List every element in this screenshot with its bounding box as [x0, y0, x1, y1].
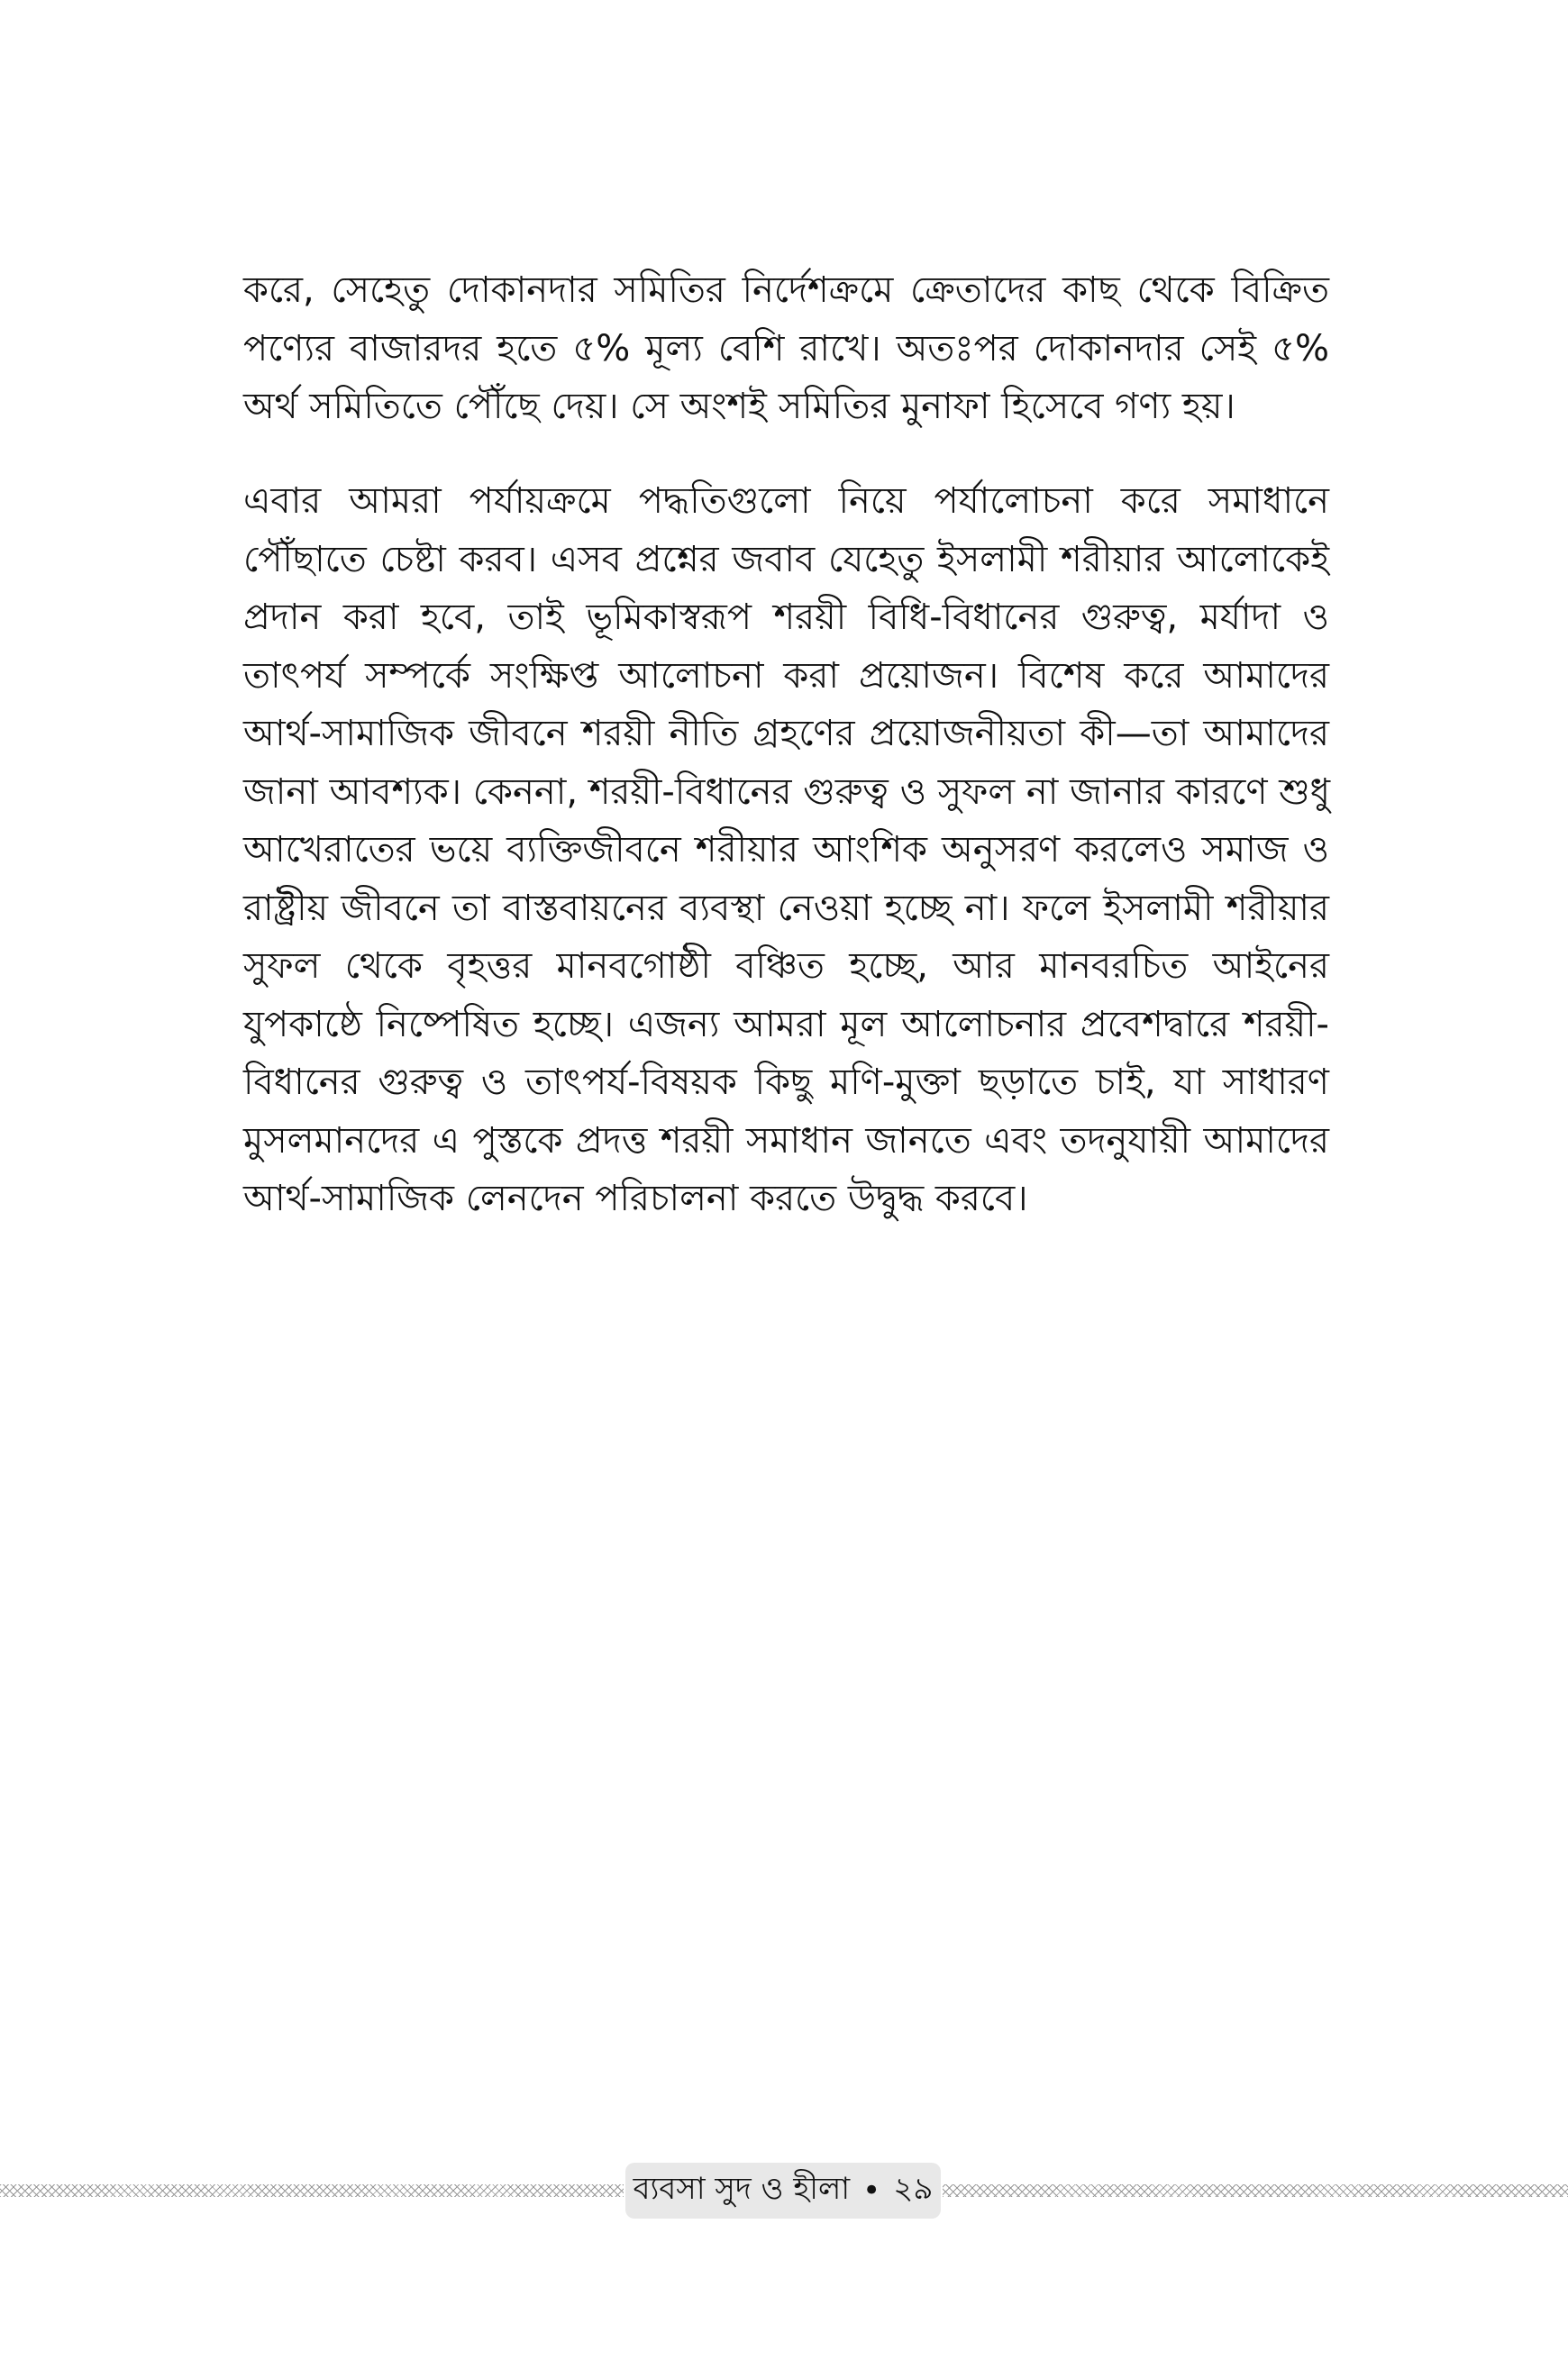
- text-line: আর্থ-সামাজিক জীবনে শরয়ী নীতি গ্রহণের প্রয়োজনীয়তা কী—তা আমাদের: [243, 713, 1329, 754]
- book-title: ব্যবসা সুদ ও হীলা: [633, 2170, 851, 2207]
- text-line: করে, সেহেতু দোকানদার সমিতির নির্দেশক্রমে ক্রেতাদের কাছ থেকে বিক্রিত: [243, 269, 1329, 311]
- text-line: সুফল থেকে বৃহত্তর মানবগোষ্ঠী বঞ্চিত হচ্ছে, আর মানবরচিত আইনের: [243, 945, 1329, 987]
- text-line: অর্থ সমিতিতে পৌঁছে দেয়। সে অংশই সমিতির মুনাফা হিসেবে গণ্য হয়।: [243, 386, 1235, 427]
- text-line: তাৎপর্য সম্পর্কে সংক্ষিপ্ত আলোচনা করা প্রয়োজন। বিশেষ করে আমাদের: [243, 654, 1329, 697]
- page-footer: [625, 2163, 941, 2219]
- text-line: পৌঁছাতে চেষ্টা করব। এসব প্রশ্নের জবাব যেহেতু ইসলামী শরীয়ার আলোকেই: [243, 538, 1329, 580]
- text-line: আখেরাতের ভয়ে ব্যক্তিজীবনে শরীয়ার আংশিক অনুসরণ করলেও সমাজ ও: [243, 829, 1329, 870]
- text-line: মুসলমানদের এ পুস্তকে প্রদত্ত শরয়ী সমাধান জানতে এবং তদনুযায়ী আমাদের: [243, 1119, 1329, 1162]
- footer-decorative-rule-right: [943, 2184, 1568, 2197]
- footer-separator: •: [862, 2173, 881, 2209]
- text-line: প্রদান করা হবে, তাই ভূমিকাস্বরূপ শরয়ী বিধি-বিধানের গুরুত্ব, মর্যাদা ও: [243, 597, 1329, 638]
- text-line: রাষ্ট্রীয় জীবনে তা বাস্তবায়নের ব্যবস্থা নেওয়া হচ্ছে না। ফলে ইসলামী শরীয়ার: [243, 887, 1329, 929]
- text-line: পণ্যের বাজারদর হতে ৫% মূল্য বেশি রাখে। অতঃপর দোকানদার সেই ৫%: [243, 327, 1329, 369]
- paragraph-2: [243, 472, 1329, 1228]
- paragraph-1: [243, 261, 1329, 436]
- text-line: যুপকাষ্ঠে নিষ্পেষিত হচ্ছে। এজন্য আমরা মূল আলোচনার প্রবেশদ্বারে শরয়ী-: [243, 1003, 1329, 1045]
- text-line: জানা আবশ্যক। কেননা, শরয়ী-বিধানের গুরুত্ব ও সুফল না জানার কারণে শুধু: [243, 770, 1331, 813]
- text-line: এবার আমরা পর্যায়ক্রমে পদ্ধতিগুলো নিয়ে পর্যালোচনা করে সমাধানে: [243, 480, 1329, 522]
- text-line: বিধানের গুরুত্ব ও তাৎপর্য-বিষয়ক কিছু মণি-মুক্তা ছড়াতে চাই, যা সাধারণ: [243, 1062, 1329, 1103]
- footer-decorative-rule-left: [0, 2184, 624, 2197]
- page-number: ২৯: [893, 2170, 934, 2207]
- text-line: আর্থ-সামাজিক লেনদেন পরিচালনা করতে উদ্বুদ্ধ করবে।: [243, 1178, 1028, 1219]
